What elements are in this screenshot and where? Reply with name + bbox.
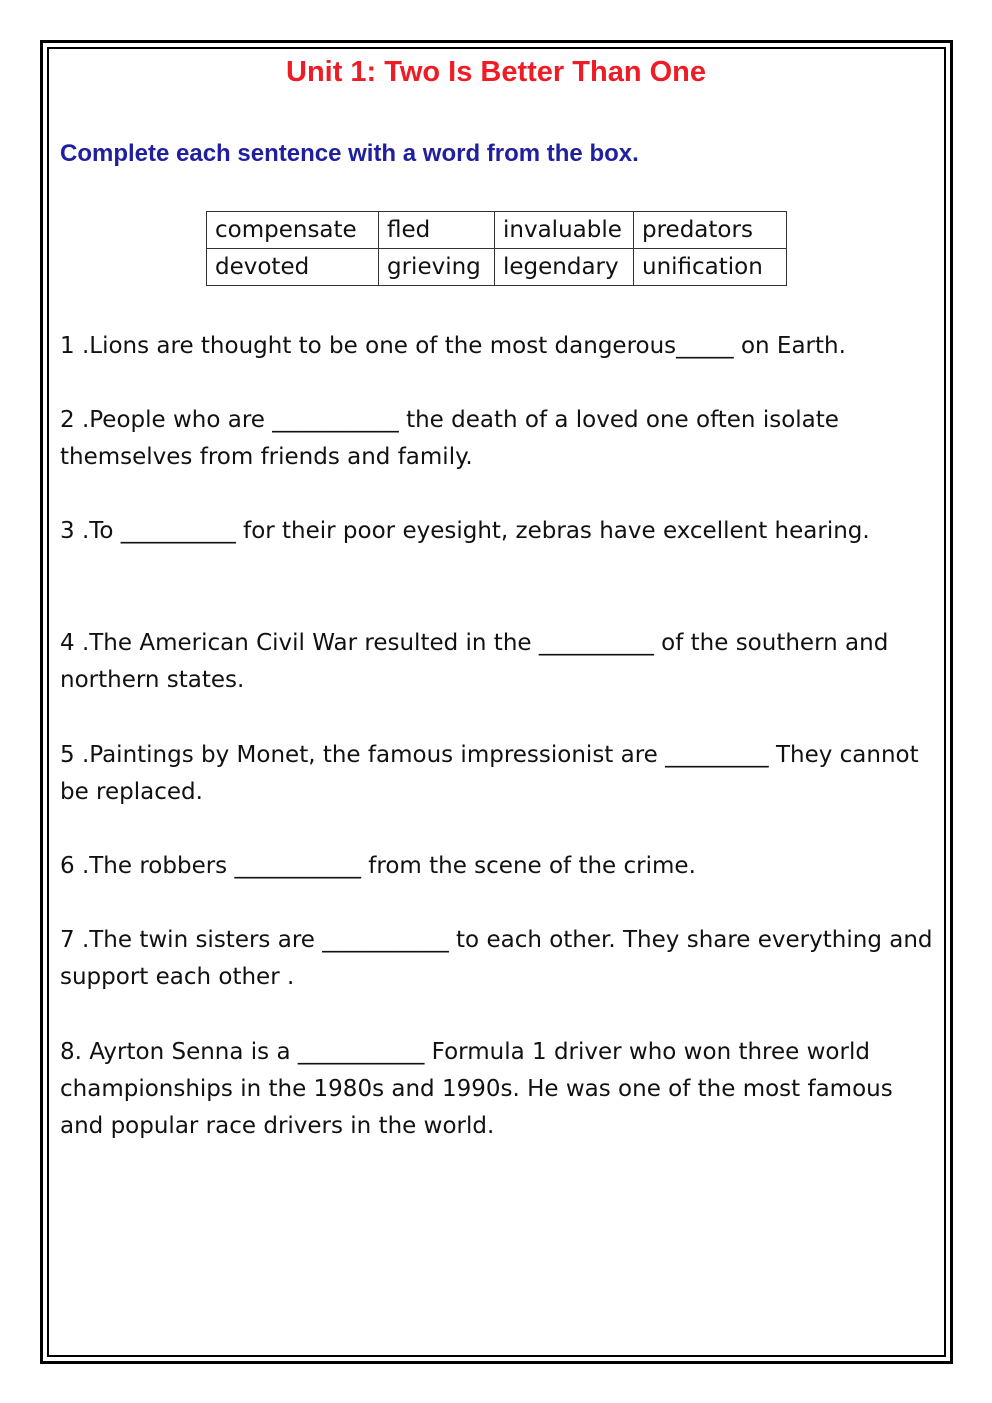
word-box-cell: fled [379, 212, 495, 249]
question-8: 8. Ayrton Senna is a ___________ Formula 1 driver who won three world championships in the 1980s and 1990s. He was one of the most famous and popular race drivers in the world. [60, 1039, 893, 1139]
question-1: 1 .Lions are thought to be one of the most dangerous_____ on Earth. [60, 333, 846, 359]
word-box-cell: legendary [495, 249, 634, 286]
word-box-cell: invaluable [495, 212, 634, 249]
word-box-cell: compensate [207, 212, 379, 249]
word-box-row [207, 249, 787, 286]
question-4: 4 .The American Civil War resulted in the __________ of the southern and northern states. [60, 630, 889, 693]
word-box [206, 211, 787, 286]
question-5: 5 .Paintings by Monet, the famous impressionist are _________ They cannot be replaced. [60, 742, 919, 805]
word-box-row [207, 212, 787, 249]
word-box-cell: predators [634, 212, 787, 249]
question-7: 7 .The twin sisters are ___________ to each other. They share everything and support each other . [60, 927, 933, 990]
word-box-cell: grieving [379, 249, 495, 286]
question-6: 6 .The robbers ___________ from the scene of the crime. [60, 853, 696, 879]
page-title: Unit 1: Two Is Better Than One [286, 56, 706, 88]
word-box-cell: unification [634, 249, 787, 286]
instruction-text: Complete each sentence with a word from the box. [60, 140, 639, 167]
word-box-cell: devoted [207, 249, 379, 286]
question-2: 2 .People who are ___________ the death of a loved one often isolate themselves from friends and family. [60, 407, 839, 470]
question-3: 3 .To __________ for their poor eyesight, zebras have excellent hearing. [60, 518, 870, 544]
